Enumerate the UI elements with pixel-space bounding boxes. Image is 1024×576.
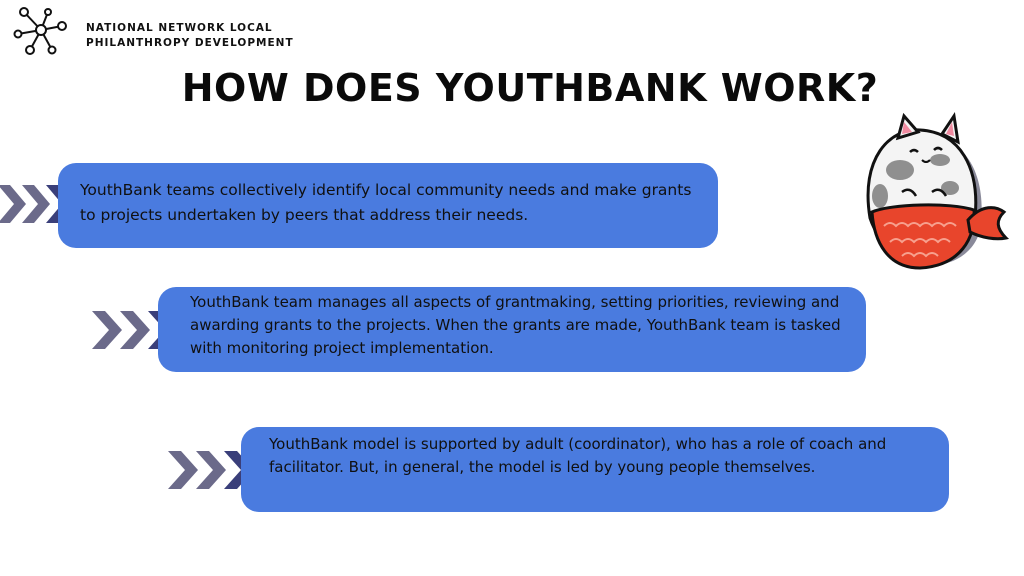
info-card-1: [58, 163, 718, 248]
info-card-text: YouthBank team manages all aspects of grantmaking, setting priorities, reviewing and awarding grants to the projects. When the grants are made, YouthBank team is tasked with monitoring project implementation.: [190, 293, 841, 357]
info-card-3: [241, 427, 949, 512]
info-card-text: YouthBank teams collectively identify local community needs and make grants to projects undertaken by peers that address their needs.: [80, 181, 692, 224]
org-name-line-1: NATIONAL NETWORK LOCAL: [86, 22, 273, 34]
cat-mermaid-icon: [850, 108, 1010, 288]
network-nodes-icon: [12, 4, 70, 58]
page-title: HOW DOES YOUTHBANK WORK?: [181, 66, 879, 110]
org-name: [86, 21, 294, 51]
org-name-line-2: PHILANTHROPY DEVELOPMENT: [86, 37, 294, 49]
info-card-2: [158, 287, 866, 372]
info-card-text: YouthBank model is supported by adult (coordinator), who has a role of coach and facilitator. But, in general, the model is led by young people themselves.: [269, 435, 887, 476]
